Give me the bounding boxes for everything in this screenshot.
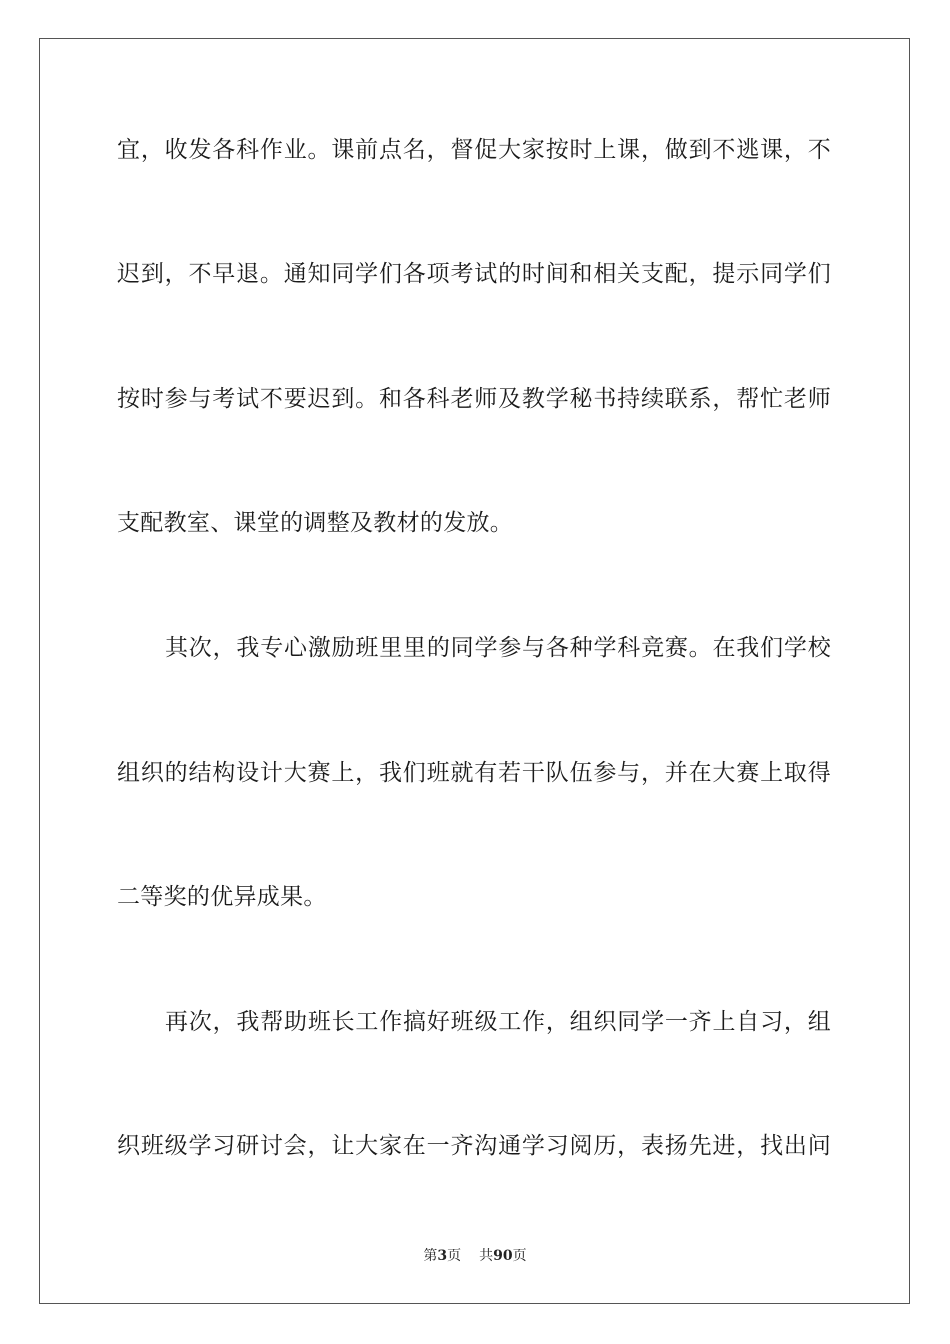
body-text-line: 织班级学习研讨会，让大家在一齐沟通学习阅历，表扬先进，找出问 (117, 1133, 831, 1159)
body-text-line: 组织的结构设计大赛上，我们班就有若干队伍参与，并在大赛上取得 (117, 760, 831, 786)
body-text-line: 二等奖的优异成果。 (117, 884, 327, 910)
page-number: 3 (437, 1248, 448, 1264)
paragraph-first-line: 其次，我专心激励班里里的同学参与各种学科竞赛。在我们学校 (165, 635, 831, 661)
page-prefix: 第 (423, 1248, 438, 1264)
total-pages: 90 (493, 1248, 513, 1264)
body-text-line: 宜，收发各科作业。课前点名，督促大家按时上课，做到不逃课，不 (117, 137, 831, 163)
page-suffix: 页 (447, 1248, 462, 1264)
body-text-line: 支配教室、课堂的调整及教材的发放。 (117, 510, 514, 536)
total-suffix: 页 (512, 1248, 527, 1264)
page-footer (0, 1247, 950, 1265)
body-text-line: 按时参与考试不要迟到。和各科老师及教学秘书持续联系，帮忙老师 (117, 386, 831, 412)
body-text-line: 迟到，不早退。通知同学们各项考试的时间和相关支配，提示同学们 (117, 261, 831, 287)
total-prefix: 共 (479, 1248, 494, 1264)
page-border (39, 38, 910, 1304)
paragraph-first-line: 再次，我帮助班长工作搞好班级工作，组织同学一齐上自习，组 (165, 1009, 831, 1035)
